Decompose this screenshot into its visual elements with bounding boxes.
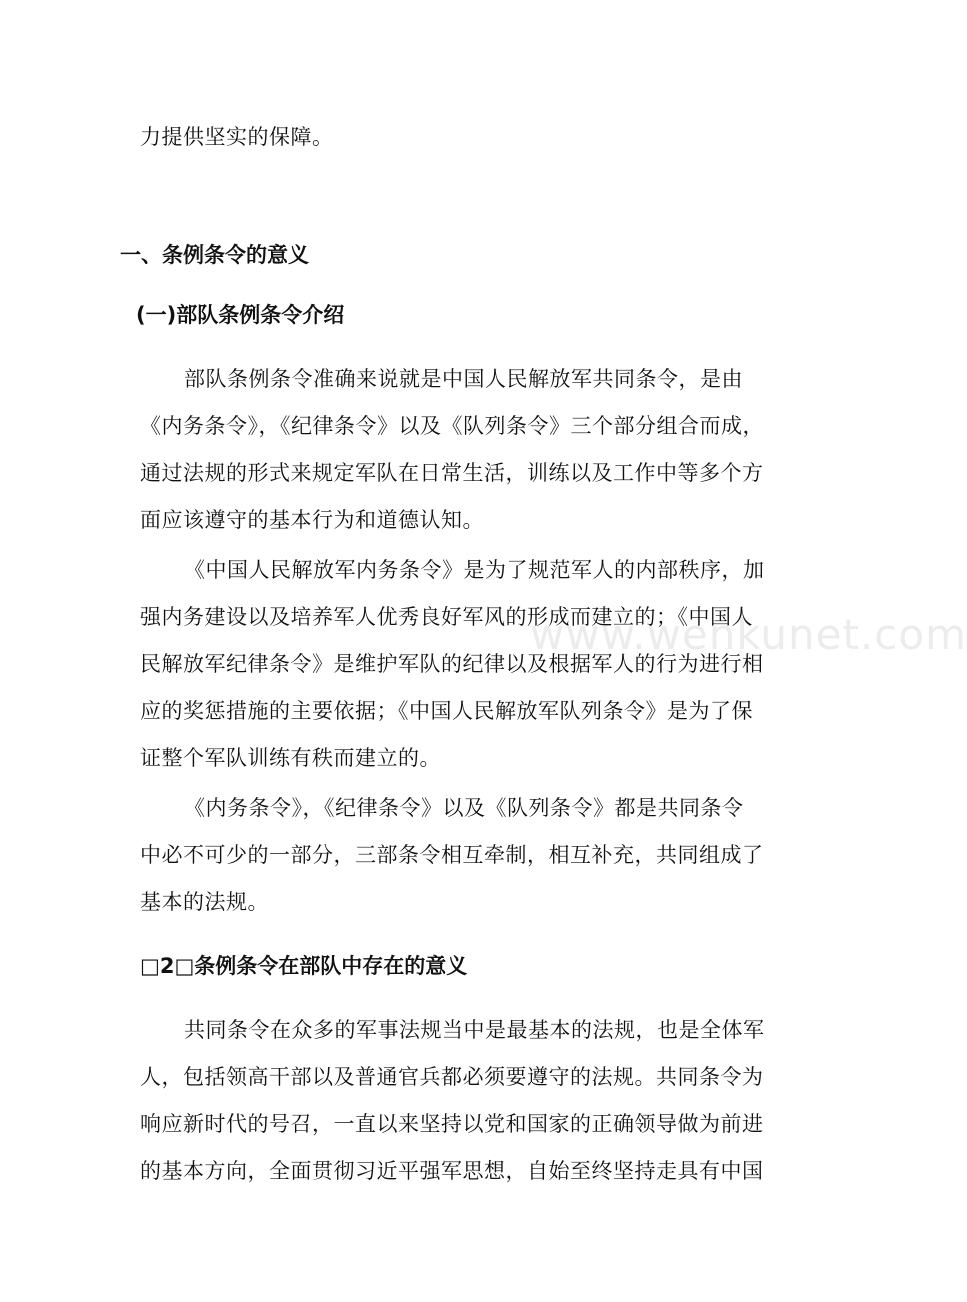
paragraph-1-line-4: 面应该遵守的基本行为和道德认知。: [140, 508, 484, 532]
paragraph-2-line-2: 强内务建设以及培养军人优秀良好军风的形成而建立的；《中国人: [140, 605, 753, 629]
paragraph-2-line-4: 应的奖惩措施的主要依据；《中国人民解放军队列条令》是为了保: [140, 699, 753, 723]
paragraph-1-line-1: 部队条例条令准确来说就是中国人民解放军共同条令，是由: [184, 367, 743, 391]
subsection-2-title: □2□条例条令在部队中存在的意义: [140, 954, 468, 978]
paragraph-2-line-3: 民解放军纪律条令》是维护军队的纪律以及根据军人的行为进行相: [140, 652, 764, 676]
paragraph-2-line-1: 《中国人民解放军内务条令》是为了规范军人的内部秩序，加: [184, 558, 765, 582]
watermark: www.wenkunet.com: [530, 610, 967, 659]
paragraph-4-line-2: 人，包括领高干部以及普通官兵都必须要遵守的法规。共同条令为: [140, 1065, 764, 1089]
paragraph-4-line-4: 的基本方向，全面贯彻习近平强军思想，自始至终坚持走具有中国: [140, 1159, 764, 1183]
intro-tail-line: 力提供坚实的保障。: [140, 125, 334, 149]
paragraph-1-line-3: 通过法规的形式来规定军队在日常生活，训练以及工作中等多个方: [140, 461, 764, 485]
paragraph-4-line-3: 响应新时代的号召，一直以来坚持以党和国家的正确领导做为前进: [140, 1112, 764, 1136]
paragraph-3-line-1: 《内务条令》，《纪律条令》以及《队列条令》都是共同条令: [184, 796, 744, 820]
paragraph-3-line-2: 中必不可少的一部分，三部条令相互牵制，相互补充，共同组成了: [140, 843, 764, 867]
subsection-1-title: (一)部队条例条令介绍: [136, 303, 345, 327]
paragraph-4-line-1: 共同条令在众多的军事法规当中是最基本的法规，也是全体军: [184, 1018, 765, 1042]
paragraph-2-line-5: 证整个军队训练有秩而建立的。: [140, 746, 441, 770]
paragraph-1-line-2: 《内务条令》，《纪律条令》以及《队列条令》三个部分组合而成，: [140, 414, 764, 438]
paragraph-3-line-3: 基本的法规。: [140, 890, 269, 914]
section-1-title: 一、条例条令的意义: [120, 243, 309, 267]
